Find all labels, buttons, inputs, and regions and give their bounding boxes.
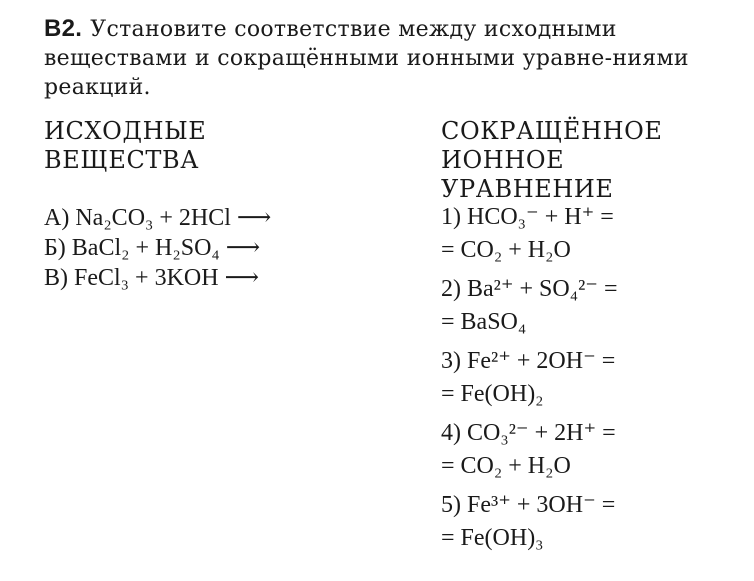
equation-item (441, 345, 618, 411)
reactant-label: Б) (44, 235, 66, 261)
equation-line-2: = BaSO₄ (441, 309, 527, 335)
equation-left-side: CO₃²⁻ + 2H⁺ = (467, 420, 616, 446)
reactant-formula: FeCl₃ + 3KOH ⟶ (74, 265, 259, 291)
equation-line-2: = Fe(OH)₃ (441, 525, 544, 551)
equation-line-1 (441, 489, 618, 522)
equation-number: 1) (441, 204, 461, 230)
equation-left-side: Fe³⁺ + 3OH⁻ = (467, 492, 616, 518)
equation-line-2: = Fe(OH)₂ (441, 381, 544, 407)
equation-left-side: Ba²⁺ + SO₄²⁻ = (467, 276, 618, 302)
equation-number: 3) (441, 348, 461, 374)
equation-item (441, 201, 618, 267)
equation-line-1 (441, 273, 618, 306)
reactant-formula: BaCl₂ + H₂SO₄ ⟶ (71, 235, 261, 261)
reactants-list (44, 203, 271, 293)
task-text: Установите соответствие между исходными веществами и сокращёнными ионными уравне-ниями реакций. (44, 17, 689, 100)
reactants-header-line: ВЕЩЕСТВА (44, 146, 200, 174)
reactant-item (44, 203, 271, 233)
equation-line-2: = CO₂ + H₂O (441, 453, 571, 479)
reactant-item (44, 233, 271, 263)
task-statement (44, 14, 724, 102)
equation-left-side: Fe²⁺ + 2OH⁻ = (467, 348, 616, 374)
equations-header-line: ИОННОЕ (441, 146, 565, 174)
equation-left-side: HCO₃⁻ + H⁺ = (467, 204, 614, 230)
reactant-formula: Na₂CO₃ + 2HCl ⟶ (75, 205, 272, 231)
equation-item (441, 489, 618, 555)
equations-header-line: СОКРАЩЁННОЕ (441, 117, 663, 145)
reactant-item (44, 263, 271, 293)
equation-line-1 (441, 417, 618, 450)
reactant-label: А) (44, 205, 70, 231)
reactants-header (44, 117, 206, 175)
equation-line-1 (441, 201, 618, 234)
equation-item (441, 417, 618, 483)
reactant-label: В) (44, 265, 68, 291)
equation-number: 4) (441, 420, 461, 446)
equation-number: 2) (441, 276, 461, 302)
equations-list (441, 201, 618, 561)
equations-header (441, 117, 663, 204)
task-number: В2. (44, 15, 83, 42)
reactants-header-line: ИСХОДНЫЕ (44, 117, 207, 145)
equation-number: 5) (441, 492, 461, 518)
equation-line-1 (441, 345, 618, 378)
equation-item (441, 273, 618, 339)
equations-header-line: УРАВНЕНИЕ (441, 175, 614, 203)
equation-line-2: = CO₂ + H₂O (441, 237, 571, 263)
